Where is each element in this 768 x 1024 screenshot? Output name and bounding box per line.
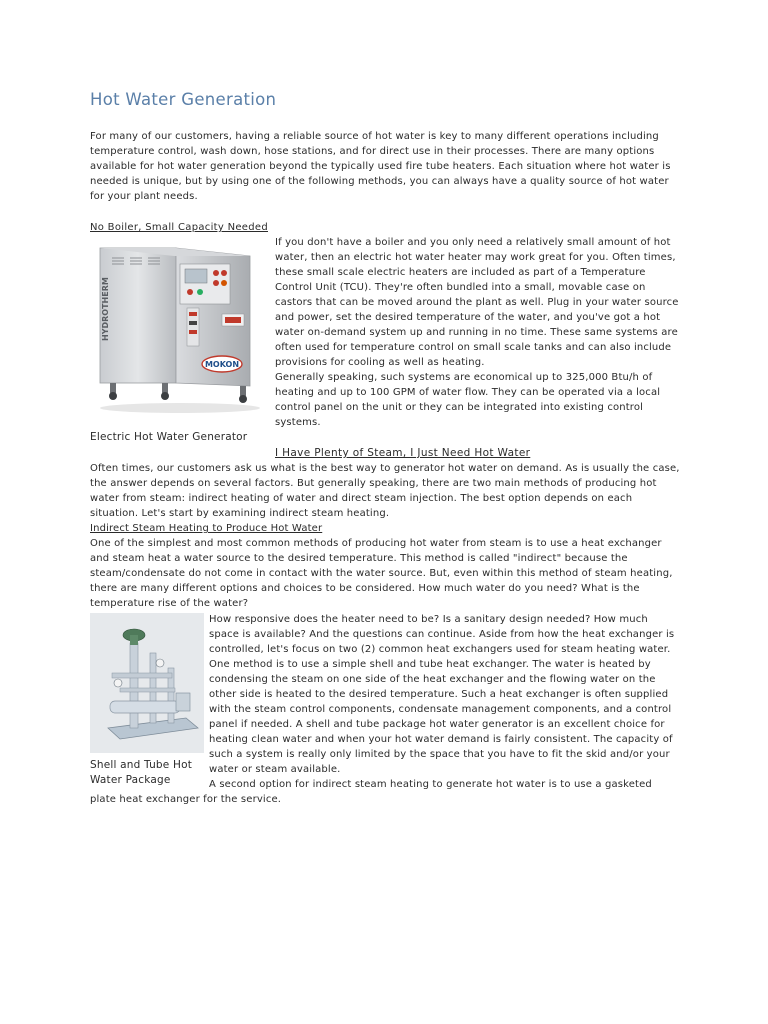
section-heading-no-boiler: No Boiler, Small Capacity Needed [90,222,268,233]
section3-paragraph-2: How responsive does the heater need to be? Is a sanitary design needed? How much space is available? And the questions can continue. Aside from how the heat exchanger is controlled, let's focus on two (2) common heat exchangers used for steam heating water. One method is to use a simple shell and tube heat exchanger. The water is heated by condensing the steam on one side of the heat exchanger and the flowing water on the other side is heated to the desired temperature. Such a heat exchanger is often supplied with the steam control components, condensate management components, and a control panel if needed. A shell and tube package hot water generator is an excellent choice for heating clean water and when your hot water demand is fairly consistent. The capacity of such a system is really only limited by the space that you have to fit the skid and/or your water or steam available. [209,614,675,775]
electric-hot-water-generator-image [90,236,272,422]
section-heading-plenty-steam: I Have Plenty of Steam, I Just Need Hot Water [275,447,531,459]
section3-paragraph-3: A second option for indirect steam heating to generate hot water is to use a gasketed plate heat exchanger for the service. [90,779,652,805]
section-heading-indirect-steam: Indirect Steam Heating to Produce Hot Water [90,523,323,534]
section2-paragraph: Often times, our customers ask us what is the best way to generator hot water on demand. As is usually the case, the answer depends on several factors. But generally speaking, there are two main methods of producing hot water from steam: indirect heating of water and direct steam injection. The best option depends on each situation. Let's start by examining indirect steam heating. [90,463,680,519]
tcu-unit-illustration [90,236,272,422]
section1-paragraph-2: Generally speaking, such systems are economical up to 325,000 Btu/h of heating and up to 100 GPM of water flow. They can be operated via a local control panel on the unit or they can be integrated into existing control systems. [275,372,661,428]
shell-tube-illustration [90,613,204,753]
page-title: Hot Water Generation [90,90,277,109]
intro-paragraph: For many of our customers, having a reliable source of hot water is key to many different operations including temperature control, wash down, hose stations, and for direct use in their processes. There are many options available for hot water generation beyond the typically used fire tube heaters. Each situation where hot water is needed is unique, but by using one of the following methods, you can always have a quality source of hot water for your plant needs. [90,131,671,202]
brand-text: HYDROTHERM [101,277,110,341]
mokon-logo-text: MOKON [204,360,240,369]
electric-generator-caption: Electric Hot Water Generator [90,431,248,443]
shell-and-tube-package-image [90,613,204,753]
section3-paragraph-1: One of the simplest and most common methods of producing hot water from steam is to use a heat exchanger and steam heat a water source to the desired temperature. This method is called "indirect" because the steam/condensate do not come in contact with the water source. But, even within this method of steam heating, there are many different options and choices to be considered. How much water do you need? What is the temperature rise of the water? [90,538,673,609]
section1-paragraph-1: If you don't have a boiler and you only need a relatively small amount of hot water, then an electric hot water heater may work great for you. Often times, these small scale electric heaters are included as part of a Temperature Control Unit (TCU). They're often bundled into a small, movable case on castors that can be moved around the plant as well. Plug in your water source and power, set the desired temperature of the water, and you've got a hot water on-demand system up and running in no time. These same systems are often used for temperature control on small scale tanks and can also include provisions for cooling as well as heating. [275,237,679,368]
shell-tube-caption: Shell and Tube Hot Water Package [90,759,193,786]
